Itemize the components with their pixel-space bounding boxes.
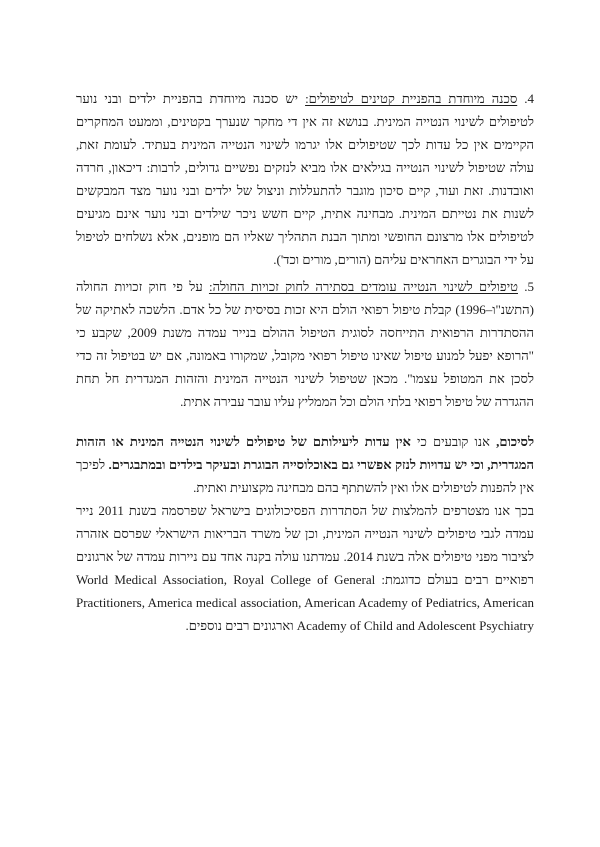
item-4-number: 4. — [524, 91, 535, 106]
paragraph-closing — [76, 499, 534, 637]
item-5-body: על פי חוק זכויות החולה (התשנ"ו–1996) קבלת טיפול רפואי הולם היא זכות בסיסית של כל אדם. הלשכה לאתיקה של ההסתדרות הרפואית התייחסה לסוגית הטיפול ההולם בנייר עמדה משנת 2009, שקבע כי "הרופא יפעל למנוע טיפול שאינו טיפול רפואי מקובל, שמקורו באמונה, אם יש בטיפול זה כדי לסכן את המטופל עצמו". מכאן שטיפול לשינוי הנטייה המינית והזהות המגדרית חל תחת ההגדרה של טיפול רפואי בלתי הולם וכל הממליץ עליו עובר עבירה אתית. — [76, 279, 535, 409]
paragraph-item-4 — [76, 87, 534, 271]
item-4-heading: סכנה מיוחדת בהפניית קטינים לטיפולים: — [305, 91, 518, 106]
summary-lead-regular: אנו קובעים כי — [417, 434, 490, 449]
item-5-number: 5. — [524, 279, 534, 294]
closing-hebrew-outro: וארגונים רבים נוספים. — [185, 618, 294, 633]
closing-english-organizations: World Medical Association, Royal College of General Practitioners, America medical association, American Academy of Pediatrics, American Academy of Child and Adolescent Psychiatry — [76, 572, 534, 633]
summary-main-bold: אין עדות ליעילותם של טיפולים לשינוי הנטייה המינית או הזהות המגדרית, וכי יש עדויות לנזק אפשרי גם באוכלוסייה הבוגרת ובעיקר בילדים ובמתבגרים. — [76, 434, 534, 472]
summary-lead-bold: לסיכום, — [496, 434, 535, 449]
item-4-body: יש סכנה מיוחדת בהפניית ילדים ובני נוער לטיפולים לשינוי הנטייה המינית. בנושא זה אין די מחקר שנערך בקטינים, וממעט המחקרים הקיימים אין כל עדות לכך שטיפולים אלו יגרמו לשינוי הנטייה המינית בעתיד. לעומת זאת, עולה שטיפול לשינוי הנטייה בגילאים אלו מביא לנזקים נפשיים גדולים, לרבות: דיכאון, חרדה ואובדנות. זאת ועוד, קיים סיכון מוגבר להתעללות וניצול של ילדים ובני נוער מצד המבקשים לשנות את נטייתם המינית. מבחינה אתית, קיים חשש ניכר שילדים ובני נוער אינם מגיעים לטיפולים אלו מרצונם החופשי ומתוך הבנת התהליך שאליו הם מופנים, אלא נשלחים לטיפול על ידי הבוגרים האחראים עליהם (הורים, מורים וכד'). — [76, 91, 534, 267]
paragraph-item-5 — [76, 275, 534, 413]
item-5-heading: טיפולים לשינוי הנטייה עומדים בסתירה לחוק זכויות החולה: — [208, 279, 518, 294]
closing-hebrew-intro: בכך אנו מצטרפים להמלצות של הסתדרות הפסיכולוגים בישראל שפרסמה בשנת 2011 נייר עמדה לגבי טיפולים לשינוי הנטייה המינית, וכן של משרד הבריאות הישראלי שפרסם אזהרה לציבור מפני טיפולים אלה בשנת 2014. עמדתנו עולה בקנה אחד עם ניירות עמדה של ארגונים רפואיים רבים בעולם כדוגמת: — [76, 503, 535, 587]
summary-tail-regular: לפיכך אין להפנות לטיפולים אלו ואין להשתתף בהם מבחינה מקצועית ואתית. — [76, 457, 534, 495]
paragraph-summary — [76, 430, 534, 499]
